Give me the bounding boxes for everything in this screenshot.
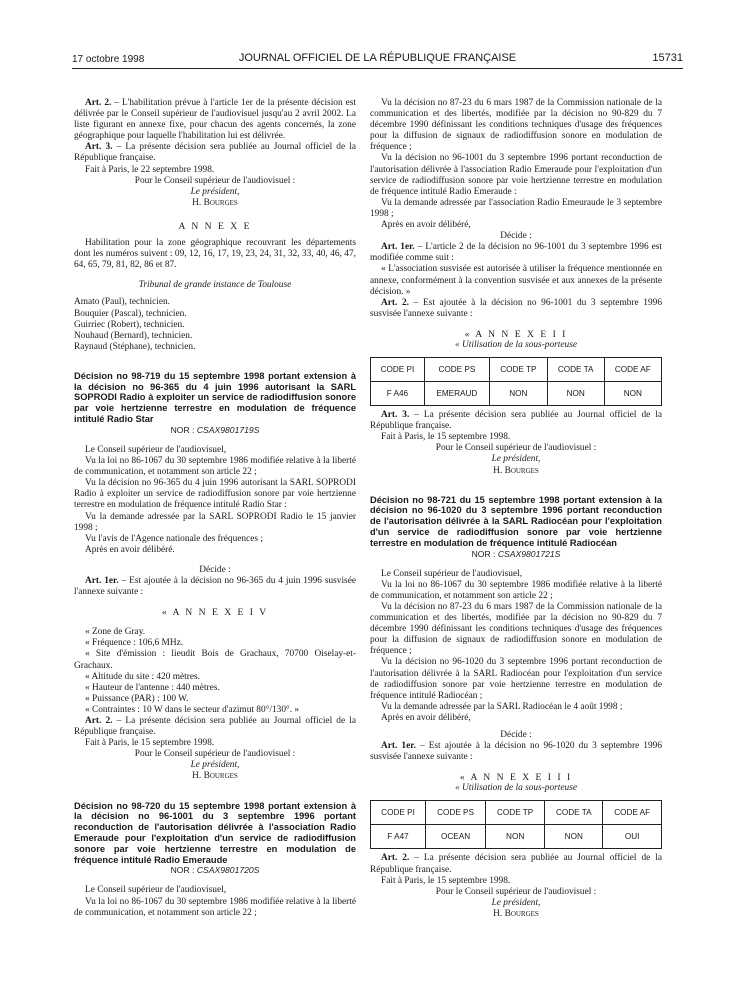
signature-line: Pour le Conseil supérieur de l'audiovisuel :: [435, 886, 597, 897]
article-paragraph: Art. 2. – La présente décision sera publiée au Journal officiel de la République française.: [74, 716, 356, 738]
list-item: « Site d'émission : lieudit Bois de Grachaux, 70700 Oiselay-et-Grachaux.: [74, 649, 356, 671]
table-header: CODE AF: [604, 358, 661, 382]
decision-paragraph: Vu la demande adressée par l'association Radio Emeuraude le 3 septembre 1998 ;: [370, 197, 662, 219]
decision-paragraph: Vu la loi no 86-1067 du 30 septembre 1986 modifiée relative à la liberté de communication, et notamment son article 22 ;: [74, 456, 356, 478]
table-cell: NON: [489, 382, 547, 406]
signature-name: H. Bourges: [493, 465, 539, 476]
signature-role: Le président,: [491, 454, 541, 465]
header-rule: [72, 68, 683, 69]
page-number: 15731: [652, 52, 683, 64]
article-paragraph: Art. 1er. – Est ajoutée à la décision no 96-365 du 4 juin 1996 susvisée l'annexe suivante :: [74, 575, 356, 598]
table-cell: OUI: [603, 825, 662, 849]
signature-name: H. Bourges: [192, 197, 238, 208]
article-paragraph: Art. 3. – La présente décision sera publiée au Journal officiel de la République française.: [370, 410, 663, 432]
table-cell: F A47: [371, 825, 426, 849]
list-item: « Puissance (PAR) : 100 W.: [85, 693, 189, 704]
page-header: [72, 52, 683, 68]
decision-paragraph: Vu la demande adressée par la SARL Radiocéan le 4 août 1998 ;: [381, 701, 623, 712]
decision-paragraph: Le Conseil supérieur de l'audiovisuel,: [381, 568, 523, 579]
signature-name: H. Bourges: [493, 908, 539, 919]
decision-paragraph: Après en avoir délibéré,: [381, 712, 471, 723]
decision-paragraph: Le Conseil supérieur de l'audiovisuel,: [85, 885, 227, 896]
decision-paragraph: Vu la décision no 96-1001 du 3 septembre 1996 portant reconduction de l'autorisation délivrée à l'association Radio Emeraude pour l'exploitation d'un service de radiodiffusion sonore par voie hertzienne terrestre en modulation de fréquence intitulé Radio Emeraude :: [370, 153, 662, 197]
annex-subheading: « Utilisation de la sous-porteuse: [455, 339, 577, 350]
table-header: CODE PS: [424, 358, 489, 382]
annex-heading: A N N E X E: [178, 220, 252, 232]
decision-paragraph: Le Conseil supérieur de l'audiovisuel,: [85, 444, 227, 455]
decide-heading: Décide :: [500, 231, 532, 242]
table-cell: NON: [547, 382, 604, 406]
decide-heading: Décide :: [199, 564, 231, 575]
habilitation-text: Habilitation pour la zone géographique recouvrant les départements dont les numéros suivent : 09, 12, 16, 17, 19, 23, 24, 31, 32, 33, 40, 46, 47, 64, 65, 79, 81, 82, 86 et 87.: [74, 238, 356, 271]
list-item: « Zone de Gray.: [85, 627, 146, 638]
list-item: « Fréquence : 106,6 MHz.: [85, 638, 184, 649]
decision-paragraph: Vu l'avis de l'Agence nationale des fréquences ;: [85, 533, 263, 544]
table-cell: F A46: [371, 382, 425, 406]
annex-heading: « A N N E X E I I: [464, 328, 568, 340]
tribunal-heading: Tribunal de grande instance de Toulouse: [138, 280, 292, 291]
signature-role: Le président,: [190, 186, 240, 197]
list-item: Bouquier (Pascal), technicien.: [74, 308, 187, 319]
decision-paragraph: Vu la décision no 96-1020 du 3 septembre 1996 portant reconduction de l'autorisation délivrée à la SARL Radiocéan pour l'exploitation d'un service de radiodiffusion sonore par voie hertzienne terrestre en modulation de fréquence intitulé Radiocéan ;: [370, 657, 662, 701]
decision-title: Décision no 98-720 du 15 septembre 1998 portant extension à la décision no 96-1001 du 3 septembre 1996 portant reconduction de l'autorisation délivrée à l'association Radio Emeraude pour l'exploitation d'un service de radiodiffusion sonore par voie hertzienne terrestre en modulation de fréquence intitulé Radio Emeraude: [74, 800, 356, 865]
table-header: CODE TP: [486, 801, 545, 825]
decision-paragraph: Vu la loi no 86-1067 du 30 septembre 1986 modifiée relative à la liberté de communication, et notamment son article 22 ;: [74, 896, 356, 918]
decision-paragraph: Après en avoir délibéré,: [381, 220, 471, 231]
subcarrier-table: [370, 357, 662, 406]
table-header: CODE PI: [371, 801, 426, 825]
list-item: Nouhaud (Bernard), technicien.: [74, 330, 193, 341]
table-cell: EMERAUD: [424, 382, 489, 406]
list-item: Raynaud (Stéphane), technicien.: [74, 341, 196, 352]
table-header-row: [371, 358, 662, 382]
nor-reference: NOR : CSAX9801721S: [471, 548, 561, 559]
signature-role: Le président,: [491, 897, 541, 908]
signature-line: Pour le Conseil supérieur de l'audiovisuel :: [435, 443, 597, 454]
signature-role: Le président,: [190, 760, 240, 771]
decision-paragraph: Vu la décision no 96-365 du 4 juin 1996 autorisant la SARL SOPRODI Radio à exploiter un service de radiodiffusion sonore par voie hertzienne terrestre en modulation de fréquence intitulé Radio Star :: [74, 478, 356, 511]
table-cell: OCEAN: [426, 825, 486, 849]
article-paragraph: Art. 2. – L'habilitation prévue à l'article 1er de la présente décision est délivrée par le Conseil supérieur de l'audiovisuel jusqu'au 2 avril 2002. La liste figurant en annexe fixe, pour chacun des agents concernés, la zone géographique pour laquelle l'habilitation lui est délivrée.: [74, 98, 356, 142]
decide-heading: Décide :: [500, 730, 532, 741]
table-header: CODE TP: [489, 358, 547, 382]
signature-line: Pour le Conseil supérieur de l'audiovisuel :: [134, 175, 296, 186]
table-cell: NON: [486, 825, 545, 849]
signature-name: H. Bourges: [192, 771, 238, 782]
list-item: « Contraintes : 10 W dans le secteur d'azimut 80°/130°. »: [85, 704, 300, 715]
list-item: « Hauteur de l'antenne : 440 mètres.: [85, 682, 220, 693]
fait-line: Fait à Paris, le 15 septembre 1998.: [381, 875, 511, 886]
annex-subheading: « Utilisation de la sous-porteuse: [455, 783, 577, 794]
article-paragraph: Art. 1er. – L'article 2 de la décision no 96-1001 du 3 septembre 1996 est modifiée comme suit :: [370, 242, 662, 264]
article-paragraph: Art. 3. – La présente décision sera publiée au Journal officiel de la République française.: [74, 142, 356, 164]
issue-date: 17 octobre 1998: [72, 54, 145, 65]
decision-title: Décision no 98-719 du 15 septembre 1998 portant extension à la décision no 96-365 du 4 juin 1996 autorisant la SARL SOPRODI Radio à exploiter un service de radiodiffusion sonore par voie hertzienne terrestre en modulation de fréquence intitulé Radio Star: [74, 370, 356, 425]
signature-line: Pour le Conseil supérieur de l'audiovisuel :: [134, 749, 296, 760]
nor-reference: NOR : CSAX9801720S: [170, 865, 260, 876]
annex-heading: « A N N E X E I I I: [459, 772, 573, 784]
left-column: [74, 98, 356, 919]
table-header-row: [371, 801, 662, 825]
fait-line: Fait à Paris, le 22 septembre 1998.: [85, 164, 215, 175]
list-item: Amato (Paul), technicien.: [74, 297, 171, 308]
annex-heading: « A N N E X E I V: [161, 607, 269, 619]
decision-title: Décision no 98-721 du 15 septembre 1998 portant extension à la décision no 96-1020 du 3 septembre 1996 portant reconduction de l'autorisation délivrée à la SARL Radiocéan pour l'exploitation d'un service de radiodiffusion sonore par voie hertzienne terrestre en modulation de fréquence intitulé Radiocéan: [370, 494, 662, 548]
table-cell: NON: [604, 382, 661, 406]
quote-paragraph: « L'association susvisée est autorisée à utiliser la fréquence mentionnée en annexe, conformément à la convention susvisée et aux annexes de la présente décision. »: [370, 264, 662, 297]
table-header: CODE TA: [547, 358, 604, 382]
article-paragraph: Art. 1er. – Est ajoutée à la décision no 96-1020 du 3 septembre 1996 susvisée l'annexe suivante :: [370, 741, 662, 763]
article-paragraph: Art. 2. – La présente décision sera publiée au Journal officiel de la République française.: [370, 853, 663, 875]
decision-paragraph: Vu la décision no 87-23 du 6 mars 1987 de la Commission nationale de la communication et des libertés, modifiée par la décision no 90-829 du 7 décembre 1990 définissant les conditions techniques d'usage des fréquences pour la diffusion de signaux de radiodiffusion sonore en modulation de fréquence ;: [370, 98, 662, 153]
list-item: « Altitude du site : 420 mètres.: [85, 671, 200, 682]
fait-line: Fait à Paris, le 15 septembre 1998.: [85, 738, 215, 749]
right-column: [370, 98, 662, 920]
agent-list: [74, 297, 356, 352]
decision-paragraph: Vu la demande adressée par la SARL SOPRODI Radio le 15 janvier 1998 ;: [74, 511, 356, 533]
table-header: CODE PI: [371, 358, 425, 382]
table-header: CODE AF: [603, 801, 662, 825]
journal-title: JOURNAL OFFICIEL DE LA RÉPUBLIQUE FRANÇAISE: [238, 52, 517, 64]
list-item: Guirriec (Robert), technicien.: [74, 319, 185, 330]
table-header: CODE PS: [426, 801, 486, 825]
decision-paragraph: Vu la décision no 87-23 du 6 mars 1987 de la Commission nationale de la communication et des libertés, modifiée par la décision no 90-829 du 7 décembre 1990 définissant les conditions techniques d'usage des fréquences pour la diffusion de signaux de radiodiffusion sonore en modulation de fréquence ;: [370, 601, 662, 657]
nor-reference: NOR : CSAX9801719S: [170, 424, 260, 435]
table-header: CODE TA: [545, 801, 603, 825]
table-row: [371, 825, 662, 849]
table-row: [371, 382, 662, 406]
subcarrier-table: [370, 800, 662, 849]
fait-line: Fait à Paris, le 15 septembre 1998.: [381, 432, 511, 443]
decision-paragraph: Après en avoir délibéré.: [85, 544, 175, 555]
article-paragraph: Art. 2. – Est ajoutée à la décision no 96-1001 du 3 septembre 1996 susvisée l'annexe suivante :: [370, 297, 662, 319]
annex-details: [74, 627, 356, 716]
table-cell: NON: [545, 825, 603, 849]
decision-paragraph: Vu la loi no 86-1067 du 30 septembre 1986 modifiée relative à la liberté de communication, et notamment son article 22 ;: [370, 579, 662, 601]
